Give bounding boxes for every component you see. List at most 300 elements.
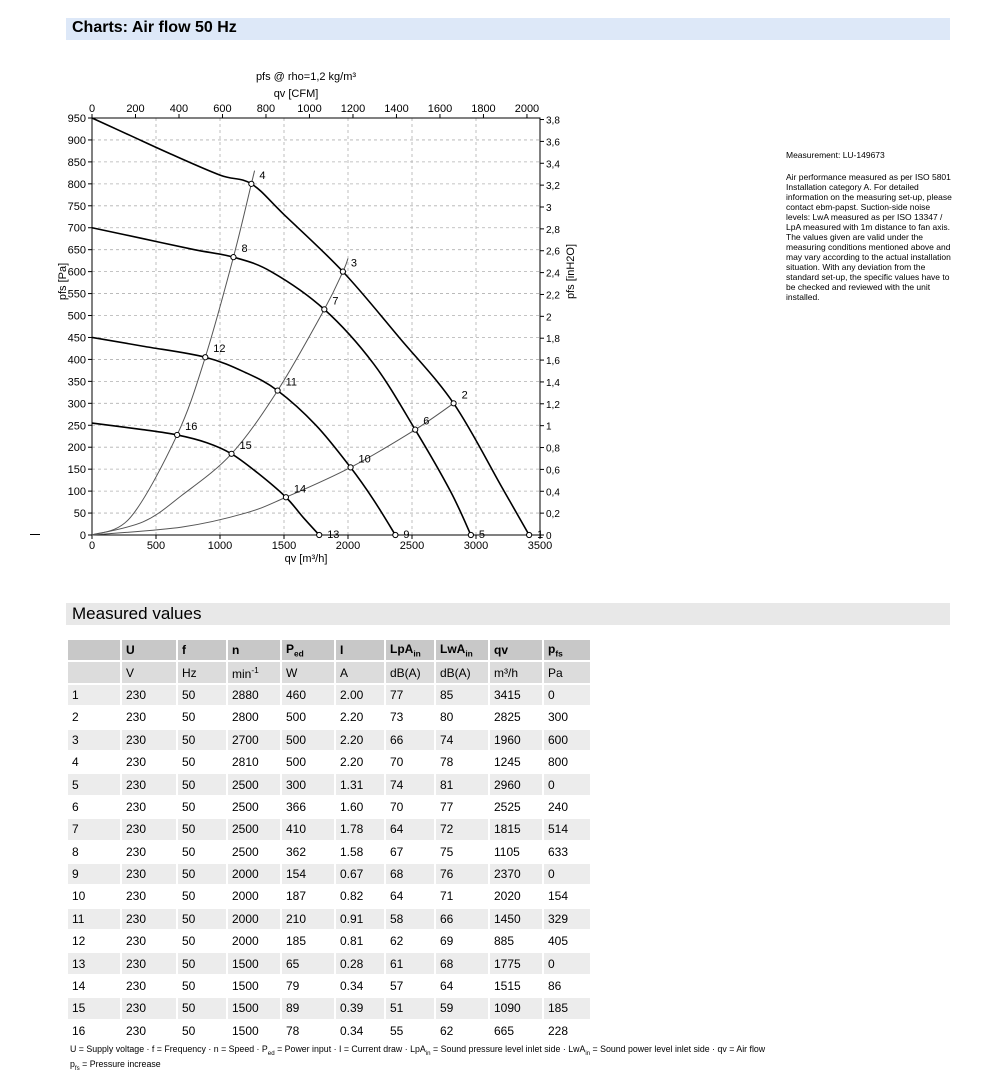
table-cell: 4: [68, 752, 120, 772]
x-tick-label: 2500: [399, 540, 425, 552]
y-tick-label: 350: [67, 376, 86, 389]
y2-tick-label: 2,2: [546, 290, 560, 302]
table-row: [68, 909, 590, 929]
y2-tick-label: 0,6: [546, 465, 560, 477]
y2-tick-label: 0,2: [546, 509, 560, 521]
table-cell: 2960: [490, 774, 542, 794]
x2-tick-label: 0: [88, 103, 96, 115]
table-cell: 2.20: [336, 730, 384, 750]
column-header: [68, 640, 120, 660]
table-cell: 50: [178, 730, 226, 750]
y2-tick-label: 1: [546, 421, 552, 433]
table-cell: 228: [544, 1021, 590, 1041]
table-cell: 1500: [228, 976, 280, 996]
table-cell: 230: [122, 976, 176, 996]
table-row: [68, 752, 590, 772]
y-tick-label: 550: [67, 288, 86, 301]
y-tick-label: 700: [67, 222, 86, 235]
table-row: [68, 774, 590, 794]
table-cell: 62: [436, 1021, 488, 1041]
table-cell: 500: [282, 730, 334, 750]
operating-point: [451, 401, 456, 406]
table-cell: 230: [122, 774, 176, 794]
table-cell: 55: [386, 1021, 434, 1041]
table-cell: 0: [544, 685, 590, 705]
y-tick-label: 750: [67, 200, 86, 213]
table-cell: 10: [68, 886, 120, 906]
table-cell: 7: [68, 819, 120, 839]
table-cell: 81: [436, 774, 488, 794]
unit-cell: W: [282, 662, 334, 682]
table-row: [68, 953, 590, 973]
x-tick-label: 3000: [463, 540, 489, 552]
x-tick-label: 2000: [335, 540, 361, 552]
table-cell: 2500: [228, 842, 280, 862]
unit-cell: Pa: [544, 662, 590, 682]
unit-cell: dB(A): [386, 662, 434, 682]
table-row: [68, 819, 590, 839]
table-cell: 2: [68, 707, 120, 727]
table-cell: 2020: [490, 886, 542, 906]
table-cell: 0.82: [336, 886, 384, 906]
table-cell: 0.81: [336, 931, 384, 951]
y-tick-label: 800: [67, 178, 86, 191]
table-cell: 1450: [490, 909, 542, 929]
table-cell: 50: [178, 797, 226, 817]
table-cell: 50: [178, 1021, 226, 1041]
operating-point-label: 7: [332, 295, 339, 308]
table-cell: 410: [282, 819, 334, 839]
table-cell: 230: [122, 953, 176, 973]
chart-section-title: Charts: Air flow 50 Hz: [72, 19, 237, 36]
unit-cell: Hz: [178, 662, 226, 682]
table-cell: 69: [436, 931, 488, 951]
y2-tick-label: 3,6: [546, 137, 560, 149]
table-cell: 0: [544, 774, 590, 794]
table-cell: 2700: [228, 730, 280, 750]
y2-tick-label: 1,2: [546, 399, 560, 411]
measurement-description: Air performance measured as per ISO 5801 Installation category A. For detailed information on the measuring set-up, please contact ebm-papst. Suction-side noise levels: LwA measured as per ISO 13347 / LpA measured with 1m distance to fan axis. The values given are valid under the measuring conditions mentioned above and may vary according to the actual installation situation. With any deviation from the standard set-up, the specific values have to be checked and reviewed with the unit installed.: [786, 172, 952, 302]
operating-point-label: 14: [293, 483, 307, 496]
table-cell: 230: [122, 819, 176, 839]
table-row: [68, 707, 590, 727]
table-cell: 50: [178, 707, 226, 727]
x2-tick-label: 1800: [471, 103, 496, 115]
y2-tick-label: 2,4: [546, 268, 560, 280]
operating-point: [413, 427, 418, 432]
operating-point-label: 16: [185, 420, 198, 433]
table-cell: 2370: [490, 864, 542, 884]
table-cell: 230: [122, 797, 176, 817]
table-cell: 15: [68, 998, 120, 1018]
table-cell: 1.31: [336, 774, 384, 794]
table-cell: 12: [68, 931, 120, 951]
operating-point-label: 10: [358, 453, 371, 466]
table-cell: 8: [68, 842, 120, 862]
table-cell: 85: [436, 685, 488, 705]
table-cell: 2825: [490, 707, 542, 727]
table-cell: 230: [122, 931, 176, 951]
unit-cell: $\min^{-1}$: [228, 662, 280, 682]
table-cell: 1: [68, 685, 120, 705]
operating-point-label: 4: [259, 169, 266, 182]
x2-axis-label: qv [CFM]: [273, 88, 319, 100]
table-cell: 1105: [490, 842, 542, 862]
table-cell: 50: [178, 909, 226, 929]
table-cell: 3: [68, 730, 120, 750]
table-cell: 230: [122, 998, 176, 1018]
table-cell: 0.39: [336, 998, 384, 1018]
y2-tick-label: 0: [546, 531, 552, 542]
table-cell: 2525: [490, 797, 542, 817]
table-cell: 77: [436, 797, 488, 817]
table-cell: 50: [178, 976, 226, 996]
table-cell: 154: [282, 864, 334, 884]
table-row: [68, 730, 590, 750]
table-cell: 1090: [490, 998, 542, 1018]
table-cell: 70: [386, 752, 434, 772]
column-header: $P_{ed}$: [282, 640, 334, 660]
operating-point: [175, 432, 180, 437]
table-legend-pressure: $p_{fs}$ = Pressure increase: [70, 1059, 161, 1072]
table-cell: 50: [178, 752, 226, 772]
column-header: LwA$_{in}$: [436, 640, 488, 660]
operating-point-label: 9: [403, 529, 410, 541]
table-cell: 71: [436, 886, 488, 906]
table-cell: 0.28: [336, 953, 384, 973]
operating-point: [203, 355, 208, 360]
table-cell: 2000: [228, 931, 280, 951]
table-cell: 79: [282, 976, 334, 996]
chart-section-header: [66, 18, 950, 40]
x2-tick-label: 800: [256, 103, 276, 115]
chart-title: pfs @ rho=1,2 kg/m³: [255, 71, 357, 83]
x-tick-label: 1500: [271, 540, 297, 552]
y-tick-label: 300: [67, 398, 86, 411]
table-cell: 405: [544, 931, 590, 951]
table-cell: 86: [544, 976, 590, 996]
operating-point-label: 6: [423, 415, 430, 428]
y2-tick-label: 2: [546, 312, 552, 324]
table-row: [68, 842, 590, 862]
table-cell: 2500: [228, 819, 280, 839]
operating-point: [340, 269, 345, 274]
column-header: LpA$_{in}$: [386, 640, 434, 660]
fan-curve: [92, 118, 529, 535]
column-header: U: [122, 640, 176, 660]
table-cell: 57: [386, 976, 434, 996]
table-cell: 230: [122, 752, 176, 772]
table-row: [68, 976, 590, 996]
table-cell: 1.78: [336, 819, 384, 839]
table-cell: 66: [386, 730, 434, 750]
table-cell: 1500: [228, 1021, 280, 1041]
table-cell: 70: [386, 797, 434, 817]
table-cell: 2000: [228, 864, 280, 884]
table-cell: 800: [544, 752, 590, 772]
margin-dash: [30, 534, 40, 535]
table-cell: 230: [122, 707, 176, 727]
y-tick-label: 250: [67, 420, 86, 433]
unit-cell: [68, 662, 120, 682]
table-cell: 68: [386, 864, 434, 884]
table-cell: 0.91: [336, 909, 384, 929]
table-cell: 2880: [228, 685, 280, 705]
y-tick-label: 400: [67, 354, 86, 367]
table-cell: 64: [386, 819, 434, 839]
table-cell: 14: [68, 976, 120, 996]
table-cell: 185: [282, 931, 334, 951]
x2-tick-label: 1000: [297, 103, 322, 115]
table-cell: 0: [544, 953, 590, 973]
table-cell: 514: [544, 819, 590, 839]
y-tick-label: 50: [73, 508, 86, 521]
table-cell: 74: [386, 774, 434, 794]
x2-tick-label: 2000: [514, 103, 540, 115]
table-cell: 230: [122, 1021, 176, 1041]
table-header-row: [68, 640, 590, 660]
table-cell: 50: [178, 953, 226, 973]
operating-point: [317, 532, 322, 537]
table-cell: 1.60: [336, 797, 384, 817]
table-cell: 75: [436, 842, 488, 862]
table-cell: 89: [282, 998, 334, 1018]
table-cell: 78: [282, 1021, 334, 1041]
table-cell: 2500: [228, 774, 280, 794]
unit-cell: m³/h: [490, 662, 542, 682]
table-cell: 16: [68, 1021, 120, 1041]
measured-section-title: Measured values: [72, 604, 202, 623]
x-tick-label: 0: [88, 540, 96, 552]
plot-frame: [92, 118, 540, 535]
table-cell: 0: [544, 864, 590, 884]
table-legend: U = Supply voltage · f = Frequency · n = Speed · $P_{ed}$ = Power input · I = Current draw · LpA$_{in}$ = Sound pressure level inlet side · LwA$_{in}$ = Sound power level inlet side · qv = Air flow: [70, 1044, 766, 1057]
table-cell: 885: [490, 931, 542, 951]
table-cell: 1960: [490, 730, 542, 750]
y-tick-label: 0: [79, 530, 86, 542]
table-cell: 230: [122, 909, 176, 929]
table-cell: 2500: [228, 797, 280, 817]
unit-cell: V: [122, 662, 176, 682]
unit-cell: A: [336, 662, 384, 682]
table-cell: 2800: [228, 707, 280, 727]
column-header: I: [336, 640, 384, 660]
table-cell: 13: [68, 953, 120, 973]
x2-tick-label: 200: [126, 103, 145, 115]
x2-tick-label: 1200: [340, 103, 366, 115]
table-cell: 65: [282, 953, 334, 973]
table-cell: 50: [178, 819, 226, 839]
x-tick-label: 1000: [207, 540, 233, 552]
x2-tick-label: 1400: [384, 103, 409, 115]
table-cell: 0.34: [336, 976, 384, 996]
table-cell: 66: [436, 909, 488, 929]
table-row: [68, 998, 590, 1018]
table-cell: 2000: [228, 886, 280, 906]
table-cell: 230: [122, 730, 176, 750]
table-cell: 73: [386, 707, 434, 727]
table-cell: 600: [544, 730, 590, 750]
table-cell: 77: [386, 685, 434, 705]
table-cell: 366: [282, 797, 334, 817]
operating-point: [275, 388, 280, 393]
column-header: qv: [490, 640, 542, 660]
table-cell: 51: [386, 998, 434, 1018]
column-header: f: [178, 640, 226, 660]
y-tick-label: 650: [67, 244, 86, 257]
measurement-id: Measurement: LU-149673: [786, 150, 885, 160]
table-cell: 50: [178, 998, 226, 1018]
table-cell: 62: [386, 931, 434, 951]
y2-axis-label: pfs [inH2O]: [565, 243, 577, 300]
y-tick-label: 200: [67, 442, 86, 455]
table-cell: 2000: [228, 909, 280, 929]
table-row: [68, 886, 590, 906]
y2-tick-label: 3: [546, 202, 552, 214]
operating-point-label: 5: [478, 529, 486, 541]
y-tick-label: 100: [67, 486, 86, 499]
y-tick-label: 450: [67, 332, 86, 345]
table-cell: 500: [282, 707, 334, 727]
table-cell: 58: [386, 909, 434, 929]
y2-tick-label: 0,8: [546, 443, 560, 455]
table-cell: 230: [122, 886, 176, 906]
table-cell: 59: [436, 998, 488, 1018]
table-cell: 500: [282, 752, 334, 772]
air-flow-chart: [0, 60, 600, 570]
fan-curve: [92, 337, 395, 535]
operating-point: [322, 307, 327, 312]
table-cell: 72: [436, 819, 488, 839]
table-cell: 9: [68, 864, 120, 884]
table-row: [68, 685, 590, 705]
y2-tick-label: 1,4: [546, 377, 560, 389]
table-cell: 64: [436, 976, 488, 996]
table-cell: 6: [68, 797, 120, 817]
table-cell: 5: [68, 774, 120, 794]
y2-tick-label: 3,2: [546, 181, 560, 193]
operating-point: [231, 255, 236, 260]
table-row: [68, 1021, 590, 1041]
y2-tick-label: 2,6: [546, 246, 560, 258]
table-row: [68, 797, 590, 817]
table-cell: 2.20: [336, 707, 384, 727]
table-cell: 240: [544, 797, 590, 817]
table-cell: 64: [386, 886, 434, 906]
table-cell: 185: [544, 998, 590, 1018]
x2-tick-label: 1600: [427, 103, 453, 115]
x-tick-label: 3500: [527, 540, 553, 552]
table-cell: 2.20: [336, 752, 384, 772]
table-cell: 210: [282, 909, 334, 929]
y2-tick-label: 2,8: [546, 224, 560, 236]
operating-point-label: 2: [461, 389, 468, 402]
operating-point-label: 3: [350, 257, 358, 270]
table-cell: 154: [544, 886, 590, 906]
operating-point: [283, 495, 288, 500]
table-cell: 67: [386, 842, 434, 862]
table-cell: 50: [178, 685, 226, 705]
table-cell: 2.00: [336, 685, 384, 705]
table-cell: 11: [68, 909, 120, 929]
y2-tick-label: 3,8: [546, 115, 560, 127]
table-cell: 50: [178, 864, 226, 884]
table-cell: 1500: [228, 953, 280, 973]
table-cell: 50: [178, 842, 226, 862]
operating-point: [468, 532, 473, 537]
table-cell: 76: [436, 864, 488, 884]
table-cell: 230: [122, 685, 176, 705]
table-cell: 362: [282, 842, 334, 862]
table-row: [68, 864, 590, 884]
table-cell: 80: [436, 707, 488, 727]
table-cell: 1515: [490, 976, 542, 996]
y-axis-label: pfs [Pa]: [57, 262, 69, 301]
y-tick-label: 150: [67, 464, 86, 477]
measured-values-table: [66, 638, 592, 1043]
operating-point: [393, 532, 398, 537]
table-cell: 50: [178, 931, 226, 951]
table-cell: 3415: [490, 685, 542, 705]
table-row: [68, 931, 590, 951]
table-cell: 329: [544, 909, 590, 929]
table-cell: 1245: [490, 752, 542, 772]
operating-point: [249, 181, 254, 186]
table-cell: 460: [282, 685, 334, 705]
table-cell: 1815: [490, 819, 542, 839]
operating-point-label: 13: [327, 529, 340, 541]
table-cell: 61: [386, 953, 434, 973]
table-cell: 74: [436, 730, 488, 750]
table-unit-row: [68, 662, 590, 682]
y-tick-label: 900: [67, 134, 86, 147]
table-cell: 0.34: [336, 1021, 384, 1041]
y-tick-label: 600: [67, 266, 86, 279]
fan-curve: [92, 420, 319, 535]
table-cell: 230: [122, 864, 176, 884]
operating-point-label: 11: [285, 376, 298, 389]
table-cell: 300: [282, 774, 334, 794]
y2-tick-label: 3,4: [546, 159, 560, 171]
table-cell: 1775: [490, 953, 542, 973]
table-cell: 2810: [228, 752, 280, 772]
table-cell: 0.67: [336, 864, 384, 884]
x-tick-label: 500: [146, 540, 166, 552]
system-curve: [92, 171, 255, 535]
operating-point-label: 8: [241, 243, 248, 256]
y2-tick-label: 1,8: [546, 334, 560, 346]
operating-point: [527, 532, 532, 537]
table-cell: 230: [122, 842, 176, 862]
operating-point: [229, 451, 234, 456]
y2-tick-label: 1,6: [546, 356, 560, 368]
x-axis-label: qv [m³/h]: [284, 553, 328, 565]
unit-cell: dB(A): [436, 662, 488, 682]
x2-tick-label: 400: [169, 103, 189, 115]
operating-point: [348, 465, 353, 470]
operating-point-label: 1: [537, 529, 544, 541]
column-header: $p_{fs}$: [544, 640, 590, 660]
measured-section-header: [66, 603, 950, 625]
y-tick-label: 500: [67, 310, 86, 323]
table-cell: 1500: [228, 998, 280, 1018]
table-cell: 187: [282, 886, 334, 906]
column-header: n: [228, 640, 280, 660]
operating-point-label: 12: [213, 343, 226, 356]
table-cell: 68: [436, 953, 488, 973]
table-cell: 300: [544, 707, 590, 727]
y-tick-label: 850: [67, 156, 86, 169]
